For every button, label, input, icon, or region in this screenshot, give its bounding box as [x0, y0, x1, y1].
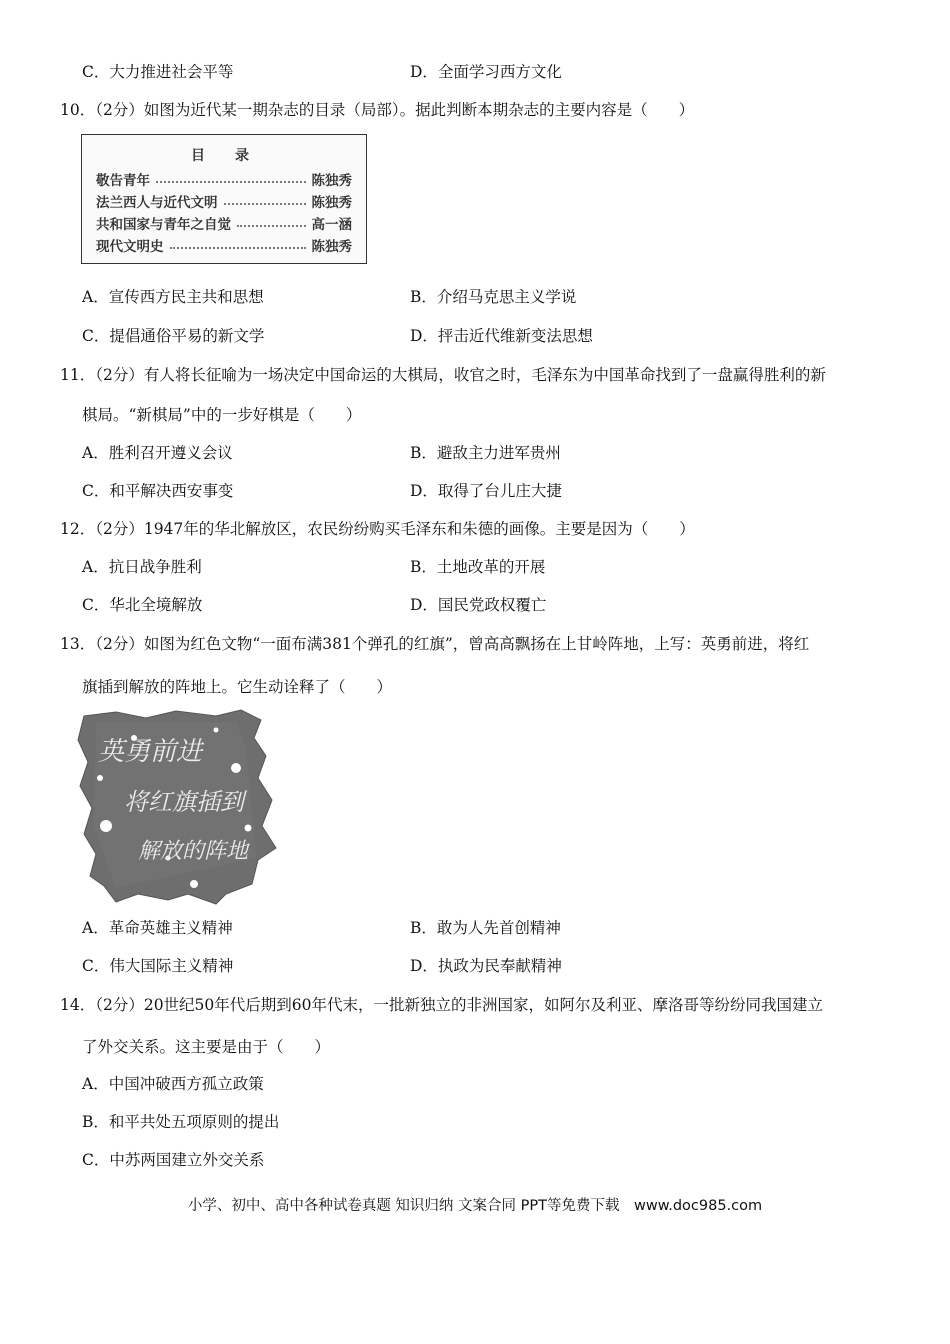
q9-option-c: C．大力推进社会平等 — [82, 63, 234, 81]
flag-text-line2: 将红旗插到 — [124, 788, 244, 816]
q11-option-d: D．取得了台儿庄大捷 — [410, 482, 562, 500]
q14-stem-line2: 了外交关系。这主要是由于（ ） — [82, 1038, 331, 1056]
q10-option-c: C．提倡通俗平易的新文学 — [82, 327, 265, 345]
toc-row-author: 陈独秀 — [311, 173, 352, 189]
q11-option-c: C．和平解决西安事变 — [82, 482, 234, 500]
toc-title: 目 录 — [191, 148, 257, 164]
flag-text-line3: 解放的阵地 — [138, 839, 249, 864]
q13-option-c: C．伟大国际主义精神 — [82, 957, 234, 975]
toc-row-title: 现代文明史 — [96, 239, 164, 255]
toc-row-title: 法兰西人与近代文明 — [96, 195, 218, 211]
q10-option-d: D．抨击近代维新变法思想 — [410, 327, 593, 345]
q11-stem-line2: 棋局。“新棋局”中的一步好棋是（ ） — [82, 406, 362, 424]
toc-row — [96, 191, 352, 211]
toc-row — [96, 213, 352, 233]
q13-stem-line1: 13．（2分）如图为红色文物“一面布满381个弹孔的红旗”，曾高高飘扬在上甘岭阵地，上写：英勇前进，将红 — [60, 635, 810, 653]
q12-option-b: B．土地改革的开展 — [410, 558, 546, 576]
bullet-hole-flag-image — [76, 708, 286, 906]
toc-leader-dots — [170, 247, 306, 249]
page-footer: 小学、初中、高中各种试卷真题 知识归纳 文案合同 PPT等免费下载 www.doc985.com — [187, 1198, 763, 1214]
q10-option-b: B．介绍马克思主义学说 — [410, 288, 577, 306]
toc-leader-dots — [237, 225, 306, 227]
magazine-toc-image — [81, 134, 367, 264]
q12-option-a: A．抗日战争胜利 — [82, 558, 202, 576]
q13-option-a: A．革命英雄主义精神 — [82, 919, 233, 937]
toc-row-author: 高一涵 — [311, 217, 352, 233]
toc-row-author: 陈独秀 — [311, 195, 352, 211]
flag-text-line1: 英勇前进 — [98, 737, 203, 767]
q9-option-d: D．全面学习西方文化 — [410, 63, 562, 81]
q11-option-b: B．避敌主力进军贵州 — [410, 444, 561, 462]
q12-option-d: D．国民党政权覆亡 — [410, 596, 547, 614]
toc-row-title: 共和国家与青年之自觉 — [96, 217, 231, 233]
q14-option-b: B．和平共处五项原则的提出 — [82, 1113, 280, 1131]
toc-row-title: 敬告青年 — [96, 173, 150, 189]
q10-stem: 10．（2分）如图为近代某一期杂志的目录（局部）。据此判断本期杂志的主要内容是（ ） — [60, 101, 695, 119]
toc-row — [96, 169, 352, 189]
q13-option-b: B．敢为人先首创精神 — [410, 919, 561, 937]
toc-row-author: 陈独秀 — [311, 239, 352, 255]
q13-option-d: D．执政为民奉献精神 — [410, 957, 562, 975]
q11-stem-line1: 11．（2分）有人将长征喻为一场决定中国命运的大棋局，收官之时，毛泽东为中国革命找到了一盘赢得胜利的新 — [60, 366, 826, 384]
toc-leader-dots — [224, 203, 306, 205]
q12-stem: 12．（2分）1947年的华北解放区，农民纷纷购买毛泽东和朱德的画像。主要是因为（ ） — [60, 520, 695, 538]
q14-stem-line1: 14．（2分）20世纪50年代后期到60年代末，一批新独立的非洲国家，如阿尔及利亚、摩洛哥等纷纷同我国建立 — [60, 996, 824, 1014]
toc-leader-dots — [156, 181, 306, 183]
q14-option-c: C．中苏两国建立外交关系 — [82, 1151, 265, 1169]
q11-option-a: A．胜利召开遵义会议 — [82, 444, 233, 462]
toc-row — [96, 235, 352, 255]
q12-option-c: C．华北全境解放 — [82, 596, 203, 614]
q13-stem-line2: 旗插到解放的阵地上。它生动诠释了（ ） — [82, 678, 393, 696]
q10-option-a: A．宣传西方民主共和思想 — [82, 288, 264, 306]
q14-option-a: A．中国冲破西方孤立政策 — [82, 1075, 264, 1093]
